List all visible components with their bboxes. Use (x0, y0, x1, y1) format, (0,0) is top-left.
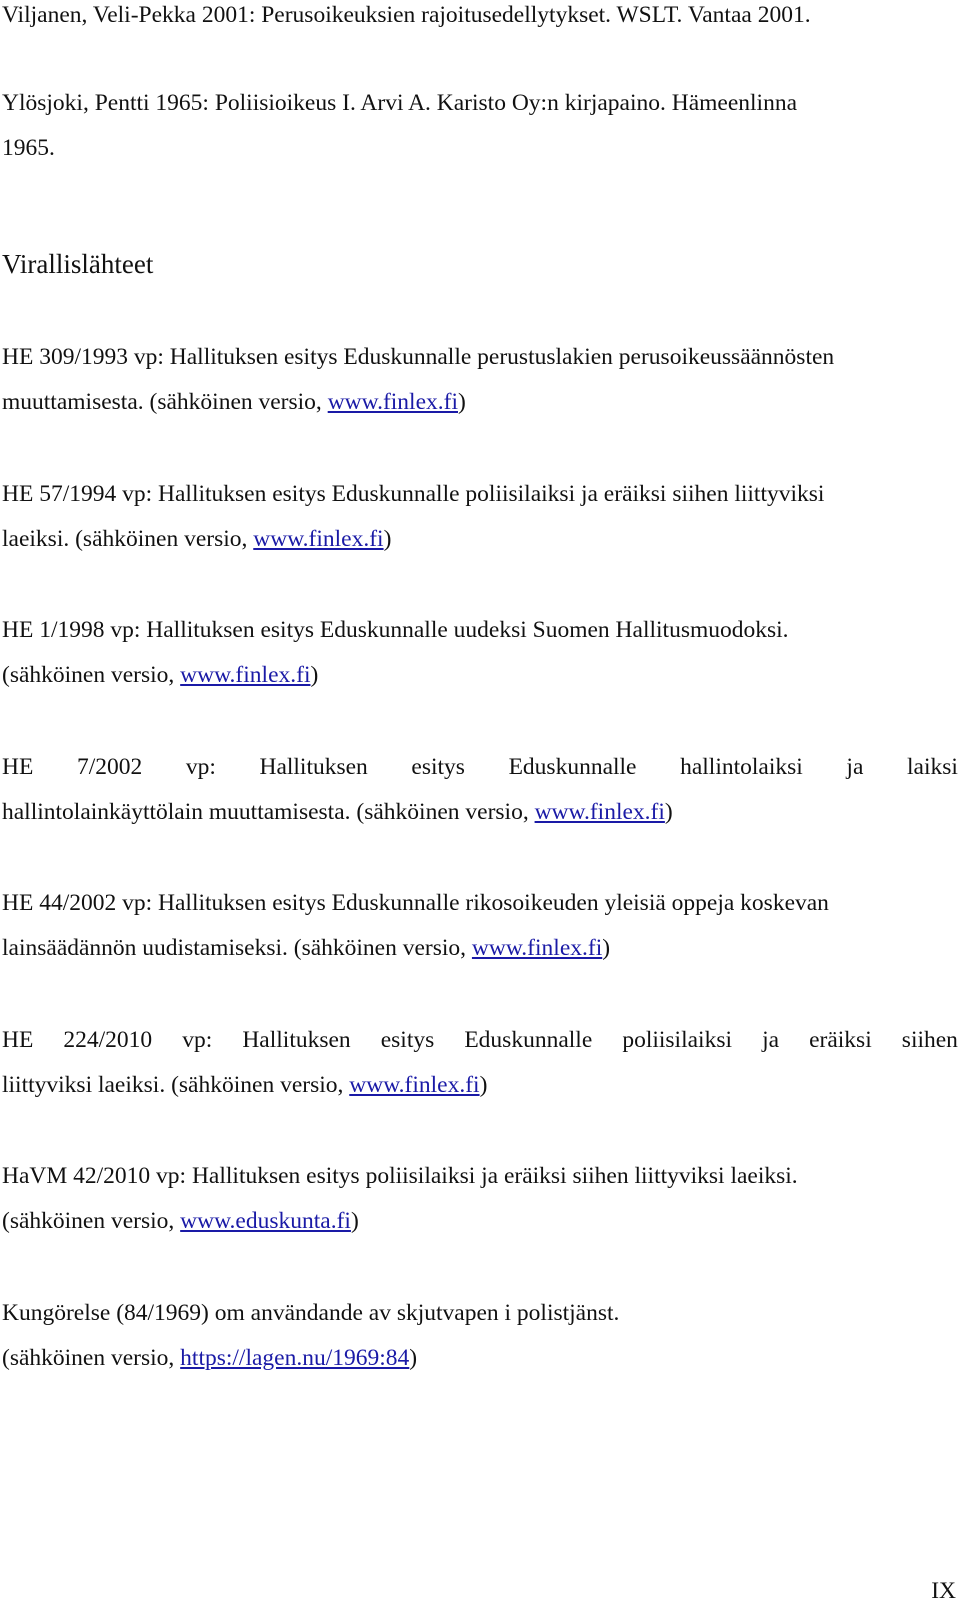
source-link[interactable]: www.finlex.fi (471, 935, 603, 961)
word: HE (2, 1027, 34, 1053)
word: Hallituksen (259, 754, 368, 780)
source-link[interactable]: https://lagen.nu/1969:84 (180, 1345, 410, 1371)
word: Eduskunnalle (508, 754, 637, 780)
official-source-line1 (2, 1029, 958, 1053)
source-link[interactable]: www.finlex.fi (349, 1072, 480, 1098)
word: laiksi (907, 754, 958, 780)
official-source-line2: laeiksi. (sähköinen versio, www.finlex.fi) (2, 526, 392, 552)
official-source-line2: muuttamisesta. (sähköinen versio, www.finlex.fi) (2, 389, 466, 415)
official-source-line1: HaVM 42/2010 vp: Hallituksen esitys poliisilaiksi ja eräiksi siihen liittyviksi laeiksi. (2, 1163, 798, 1189)
word: esitys (380, 1027, 435, 1053)
word: 7/2002 (76, 754, 143, 780)
word: Eduskunnalle (464, 1027, 593, 1053)
source-link[interactable]: www.finlex.fi (327, 389, 458, 415)
word: siihen (901, 1027, 958, 1053)
source-link[interactable]: www.finlex.fi (180, 662, 311, 688)
source-link[interactable]: www.eduskunta.fi (180, 1208, 351, 1234)
word: HE (2, 754, 34, 780)
word: esitys (411, 754, 465, 780)
official-source-line2: (sähköinen versio, https://lagen.nu/1969:84) (2, 1345, 418, 1371)
reference-ylosjoki-line1: Ylösjoki, Pentti 1965: Poliisioikeus I. Arvi A. Karisto Oy:n kirjapaino. Hämeenlinna (2, 90, 798, 116)
official-source-line1 (2, 756, 958, 780)
official-source-line2: (sähköinen versio, www.finlex.fi) (2, 662, 319, 688)
word: hallintolaiksi (680, 754, 803, 780)
official-source-line2: (sähköinen versio, www.eduskunta.fi) (2, 1208, 359, 1234)
official-source-line2: liittyviksi laeiksi. (sähköinen versio, www.finlex.fi) (2, 1072, 488, 1098)
reference-ylosjoki-line2: 1965. (2, 135, 55, 161)
word: ja (846, 754, 864, 780)
official-source-line1: HE 1/1998 vp: Hallituksen esitys Eduskunnalle uudeksi Suomen Hallitusmuodoksi. (2, 617, 789, 643)
official-source-line1: HE 309/1993 vp: Hallituksen esitys Eduskunnalle perustuslakien perusoikeussäännösten (2, 344, 835, 370)
official-source-line2: lainsäädännön uudistamiseksi. (sähköinen versio, www.finlex.fi) (2, 935, 611, 961)
official-source-line1: Kungörelse (84/1969) om användande av skjutvapen i polistjänst. (2, 1300, 620, 1326)
word: ja (762, 1027, 780, 1053)
page-number: IX (931, 1578, 956, 1604)
word: eräiksi (809, 1027, 872, 1053)
word: poliisilaiksi (622, 1027, 732, 1053)
word: 224/2010 (63, 1027, 153, 1053)
official-source-line1: HE 44/2002 vp: Hallituksen esitys Eduskunnalle rikosoikeuden yleisiä oppeja koskevan (2, 890, 829, 916)
official-source-line2: hallintolainkäyttölain muuttamisesta. (sähköinen versio, www.finlex.fi) (2, 799, 673, 825)
reference-viljanen: Viljanen, Veli-Pekka 2001: Perusoikeuksien rajoitusedellytykset. WSLT. Vantaa 2001. (2, 2, 811, 28)
official-source-line1: HE 57/1994 vp: Hallituksen esitys Eduskunnalle poliisilaiksi ja eräiksi siihen liittyviksi (2, 481, 825, 507)
word: vp: (185, 754, 216, 780)
word: vp: (182, 1027, 213, 1053)
word: Hallituksen (242, 1027, 351, 1053)
source-link[interactable]: www.finlex.fi (253, 526, 384, 552)
source-link[interactable]: www.finlex.fi (534, 799, 665, 825)
section-heading: Virallislähteet (2, 249, 154, 279)
